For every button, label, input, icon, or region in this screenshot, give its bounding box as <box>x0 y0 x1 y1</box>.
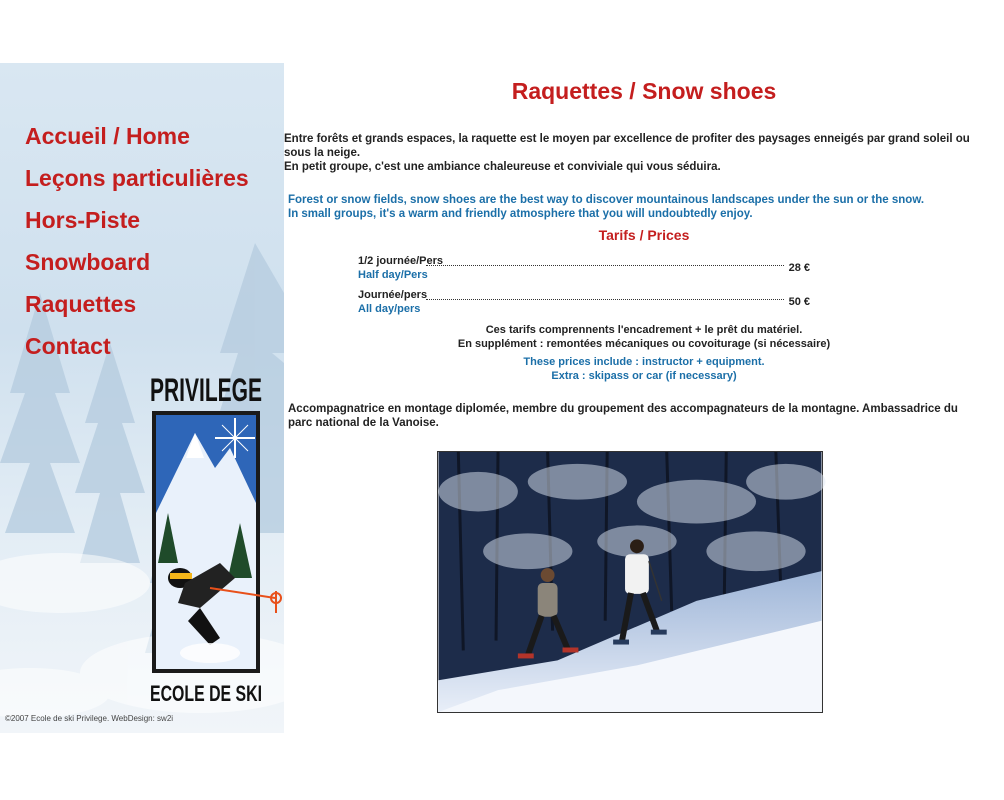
price-row-full-day <box>358 289 810 319</box>
nav-link-snowboard[interactable]: Snowboard <box>25 249 151 275</box>
price-amount: 50 € <box>788 296 810 308</box>
dotted-leader <box>426 299 784 300</box>
snowshoe-hikers-photo <box>437 451 823 713</box>
prices-include-english <box>284 355 1004 383</box>
main-nav <box>25 115 249 367</box>
price-label-en: All day/pers <box>358 303 421 315</box>
guide-description: Accompagnatrice en montage diplomée, membre du groupement des accompagnateurs de la montagne. Ambassadrice du parc national de la Vanoise. <box>288 403 958 429</box>
dotted-leader <box>426 265 784 266</box>
includes-fr-line-2: En supplément : remontées mécaniques ou covoiturage (si nécessaire) <box>457 338 831 350</box>
includes-en-line-1: These prices include : instructor + equipment. <box>523 356 765 368</box>
privilege-ski-school-logo <box>140 363 284 708</box>
price-row-half-day <box>358 255 810 285</box>
price-label-fr: 1/2 journée/Pers <box>358 255 443 267</box>
page-title: Raquettes / Snow shoes <box>511 78 777 104</box>
price-label-fr: Journée/pers <box>358 289 428 301</box>
price-label-en: Half day/Pers <box>358 269 428 281</box>
includes-fr-line-1: Ces tarifs comprennents l'encadrement + le prêt du matériel. <box>485 324 803 336</box>
nav-link-off-piste[interactable]: Hors-Piste <box>25 207 141 233</box>
intro-english-line-1: Forest or snow fields, snow shoes are the best way to discover mountainous landscapes under the sun or the snow. <box>288 194 925 206</box>
intro-french <box>284 132 984 174</box>
prices-heading: Tarifs / Prices <box>598 227 690 243</box>
prices-include-french <box>284 323 1004 351</box>
includes-en-line-2: Extra : skipass or car (if necessary) <box>551 370 737 382</box>
nav-link-home[interactable]: Accueil / Home <box>25 123 190 149</box>
intro-english <box>288 193 988 221</box>
copyright-text: ©2007 Ecole de ski Privilege. WebDesign: sw2i <box>5 714 174 723</box>
intro-french-line-1: Entre forêts et grands espaces, la raquette est le moyen par excellence de profiter des paysages enneigés par grand soleil ou sous la neige. <box>284 133 970 159</box>
nav-link-private-lessons[interactable]: Leçons particulières <box>25 165 249 191</box>
nav-link-contact[interactable]: Contact <box>25 333 111 359</box>
intro-english-line-2: In small groups, it's a warm and friendly atmosphere that you will undoubtedly enjoy. <box>288 208 753 220</box>
sidebar <box>0 63 284 733</box>
logo-bottom-text: ECOLE DE SKI <box>150 681 262 706</box>
intro-french-line-2: En petit groupe, c'est une ambiance chaleureuse et conviviale qui vous séduira. <box>284 161 721 173</box>
price-amount: 28 € <box>788 262 810 274</box>
nav-link-snowshoes[interactable]: Raquettes <box>25 291 137 317</box>
logo-top-text: PRIVILEGE <box>150 372 262 408</box>
